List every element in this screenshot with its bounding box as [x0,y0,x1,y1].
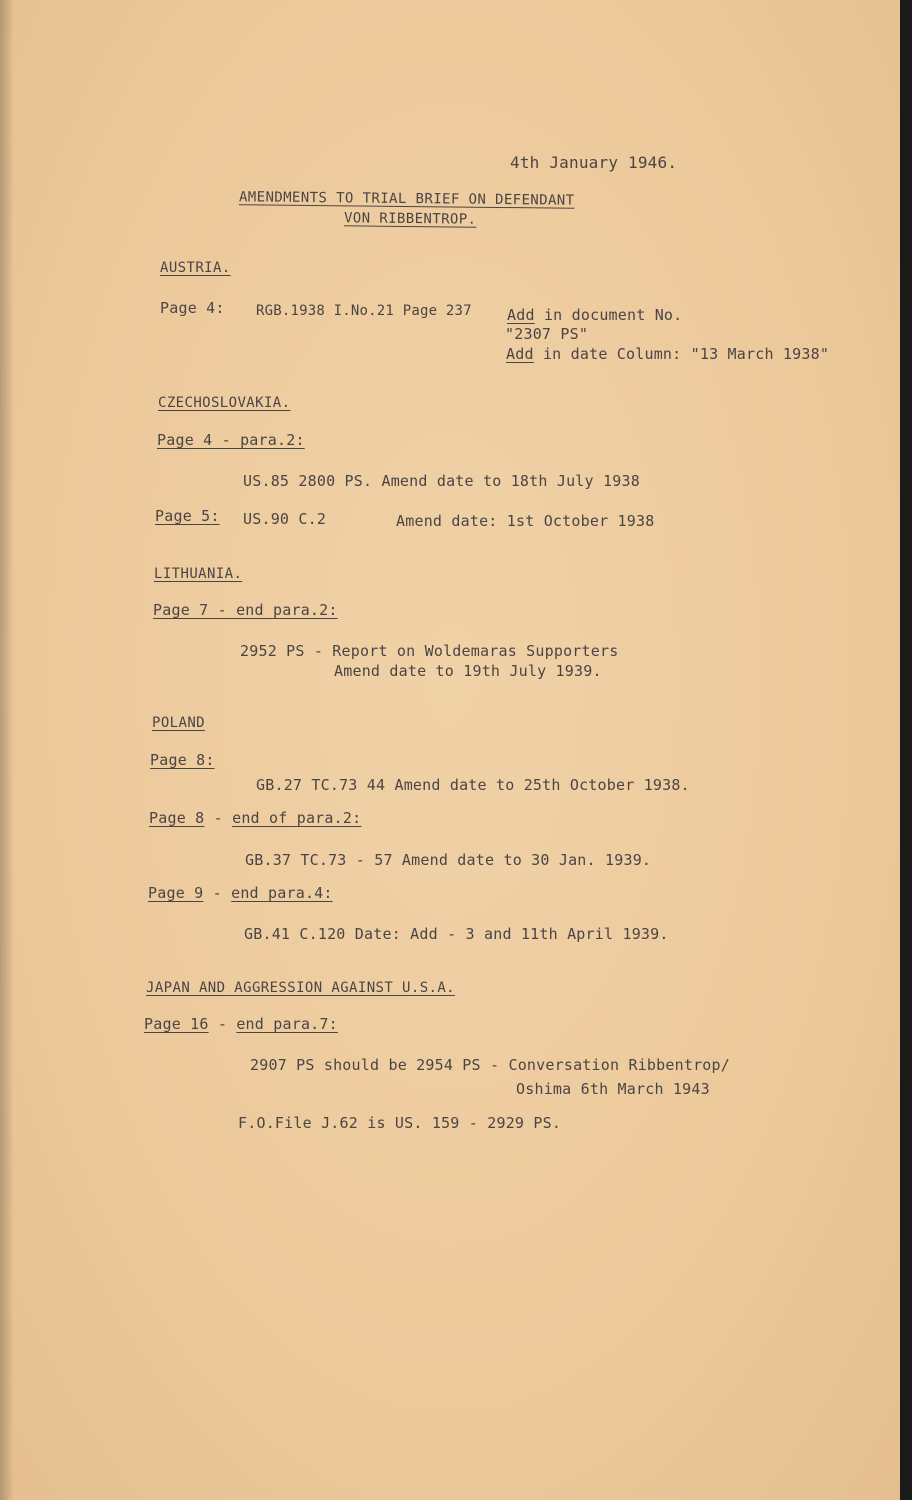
japan-page-ref [144,1015,338,1033]
japan-page-ref-page: Page 16 [144,1015,209,1033]
austria-add-line2 [506,345,829,363]
section-heading-poland: POLAND [152,715,205,731]
section-heading-japan: JAPAN AND AGGRESSION AGAINST U.S.A. [146,980,456,996]
japan-page-ref-dash: - [217,1015,228,1033]
austria-add1-value: "2307 PS" [505,325,589,343]
poland-page-ref3-para: end para.4: [231,884,333,902]
section-heading-czechoslovakia: CZECHOSLOVAKIA. [158,395,291,411]
czechoslovakia-entry2-ref: US.90 C.2 [243,510,327,528]
poland-page-ref3-dash: - [212,884,222,902]
czechoslovakia-page-ref1: Page 4 - para.2: [157,431,305,449]
austria-add1-word: Add [507,306,535,324]
austria-page-ref: Page 4: [160,299,225,317]
lithuania-entry-line1: 2952 PS - Report on Woldemaras Supporters [240,642,619,660]
poland-page-ref2-dash: - [213,809,223,827]
japan-page-ref-para: end para.7: [236,1015,338,1033]
poland-page-ref1: Page 8: [150,751,215,769]
poland-page-ref2 [149,809,361,827]
poland-page-ref3-page: Page 9 [148,884,204,902]
czechoslovakia-page-ref2: Page 5: [155,507,220,525]
poland-entry2: GB.37 TC.73 - 57 Amend date to 30 Jan. 1939. [245,851,652,869]
document-title-line2: VON RIBBENTROP. [343,210,477,228]
japan-entry1-line2: Oshima 6th March 1943 [516,1080,710,1098]
czechoslovakia-entry1: US.85 2800 PS. Amend date to 18th July 1938 [243,472,640,490]
poland-page-ref2-para: end of para.2: [232,809,362,827]
czechoslovakia-entry2-text: Amend date: 1st October 1938 [396,512,655,530]
page-edge-shadow [0,0,14,1500]
japan-entry2: F.O.File J.62 is US. 159 - 2929 PS. [238,1114,562,1132]
section-heading-lithuania: LITHUANIA. [154,566,243,582]
section-heading-austria: AUSTRIA. [160,260,231,276]
poland-page-ref2-page: Page 8 [149,809,205,827]
austria-add2-rest: in date Column: "13 March 1938" [542,345,830,363]
document-title-line1: AMENDMENTS TO TRIAL BRIEF ON DEFENDANT [238,189,575,209]
austria-add-line1 [507,306,682,324]
lithuania-entry-line2: Amend date to 19th July 1939. [334,662,602,680]
poland-entry1: GB.27 TC.73 44 Amend date to 25th October 1938. [256,776,690,794]
austria-doc-ref: RGB.1938 I.No.21 Page 237 [256,303,472,319]
lithuania-page-ref: Page 7 - end para.2: [153,601,338,619]
japan-entry1-line1: 2907 PS should be 2954 PS - Conversation Ribbentrop/ [250,1056,730,1074]
poland-entry3: GB.41 C.120 Date: Add - 3 and 11th April 1939. [244,925,669,943]
document-date: 4th January 1946. [510,153,678,172]
austria-add2-word: Add [506,345,534,363]
austria-add1-rest: in document No. [543,306,683,324]
poland-page-ref3 [148,884,333,902]
